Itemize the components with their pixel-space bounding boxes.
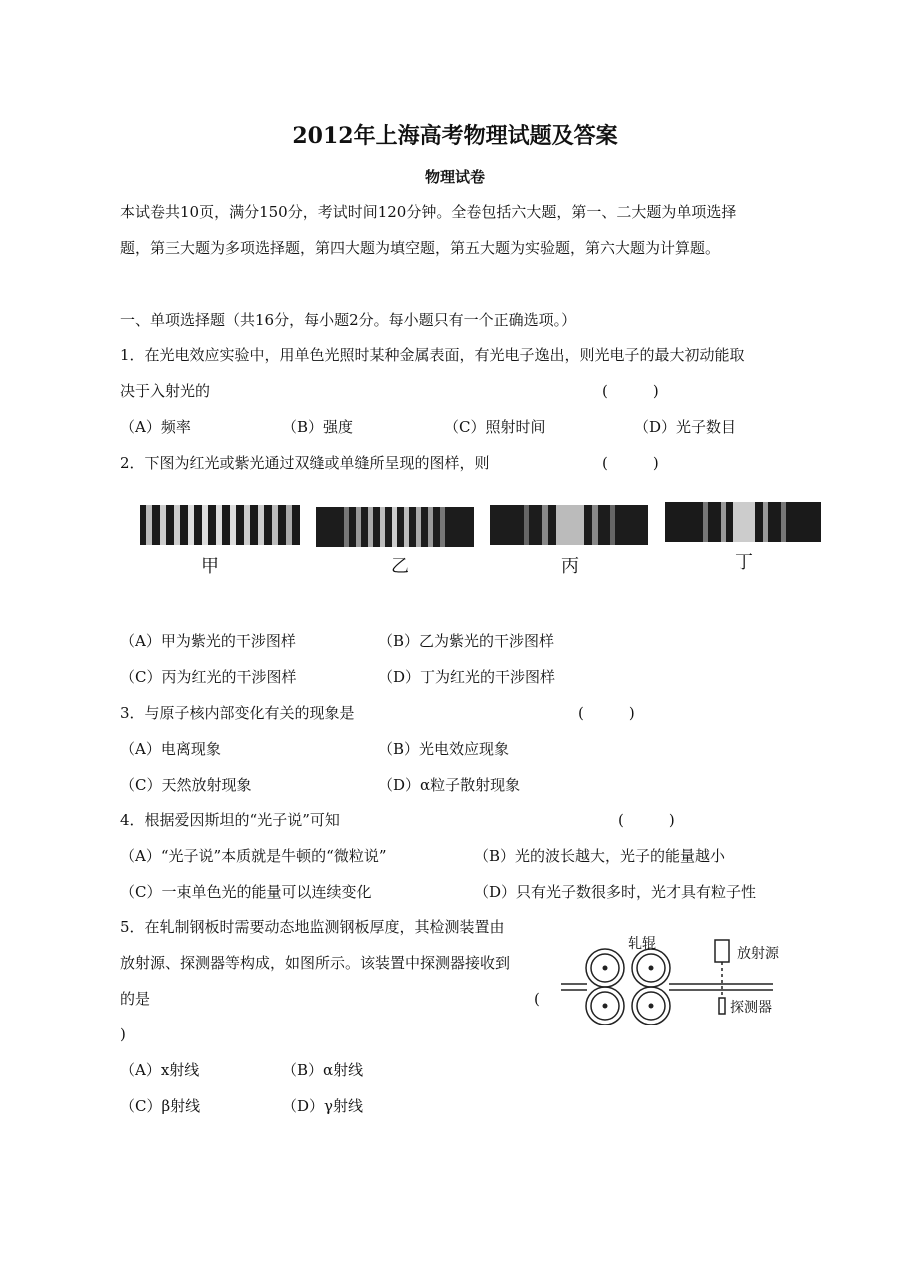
- fringe: [721, 502, 726, 542]
- question-4-option-a: （A）“光子说”本质就是牛顿的“微粒说”: [120, 847, 387, 865]
- fringe: [781, 502, 786, 542]
- fringe: [188, 505, 194, 545]
- fringe: [428, 507, 433, 547]
- fringe: [610, 505, 615, 545]
- question-2-option-b: （B）乙为紫光的干涉图样: [378, 632, 555, 650]
- fringe: [380, 507, 385, 547]
- question-1-answer-blank: ( ): [602, 382, 659, 400]
- fringe-central: [556, 505, 584, 545]
- fringe: [202, 505, 208, 545]
- fringe: [703, 502, 708, 542]
- fringe: [440, 507, 445, 547]
- fringe: [592, 505, 598, 545]
- page-title: 2012年上海高考物理试题及答案: [292, 123, 618, 149]
- question-5-text: 5．在轧制钢板时需要动态地监测钢板厚度，其检测装置由: [120, 918, 505, 936]
- fringe: [244, 505, 250, 545]
- question-2-option-a: （A）甲为紫光的干涉图样: [120, 632, 296, 650]
- fringe: [344, 507, 349, 547]
- question-1-option-d: （D）光子数目: [634, 418, 737, 436]
- question-1-text: 1．在光电效应实验中，用单色光照时某种金属表面，有光电子逸出，则光电子的最大初动能取: [120, 346, 745, 364]
- question-5-option-c: （C）β射线: [120, 1097, 201, 1115]
- pattern-label-yi: 乙: [391, 556, 409, 577]
- fringe: [258, 505, 264, 545]
- fringe: [272, 505, 278, 545]
- diagram-label-roller: 轧辊: [628, 936, 656, 952]
- question-4-option-d: （D）只有光子数很多时，光才具有粒子性: [474, 883, 757, 901]
- question-2-option-c: （C）丙为红光的干涉图样: [120, 668, 297, 686]
- question-3-option-b: （B）光电效应现象: [378, 740, 510, 758]
- fringe: [230, 505, 236, 545]
- pattern-label-ding: 丁: [735, 552, 753, 573]
- question-4-answer-blank: ( ): [618, 811, 675, 829]
- roller-axle: [649, 966, 654, 971]
- pattern-label-jia: 甲: [201, 556, 219, 577]
- fringe: [368, 507, 373, 547]
- pattern-label-bing: 丙: [561, 556, 579, 577]
- fringe: [524, 505, 529, 545]
- roller-axle: [603, 1004, 608, 1009]
- detector-box: [719, 998, 725, 1014]
- diagram-label-detector: 探测器: [730, 1000, 772, 1016]
- radiation-source-box: [715, 940, 729, 962]
- fringe: [763, 502, 768, 542]
- pattern-yi: [316, 507, 474, 547]
- question-5-answer-blank-close: ): [120, 1025, 126, 1043]
- fringe: [392, 507, 397, 547]
- question-1-text-cont: 决于入射光的: [120, 382, 211, 400]
- diagram-label-source: 放射源: [737, 946, 779, 962]
- question-1-option-c: （C）照射时间: [444, 418, 546, 436]
- pattern-jia: [140, 505, 300, 545]
- question-3-option-c: （C）天然放射现象: [120, 776, 252, 794]
- question-5-text-cont-2: 的是: [120, 990, 151, 1008]
- fringe: [216, 505, 222, 545]
- fringe: [542, 505, 548, 545]
- fringe: [404, 507, 409, 547]
- fringe: [146, 505, 152, 545]
- roller-axle: [603, 966, 608, 971]
- question-2-text: 2．下图为红光或紫光通过双缝或单缝所呈现的图样，则: [120, 454, 490, 472]
- question-1-option-b: （B）强度: [282, 418, 354, 436]
- fringe: [416, 507, 421, 547]
- intro-line-1: 本试卷共10页，满分150分，考试时间120分钟。全卷包括六大题，第一、二大题为单项选择: [120, 203, 737, 221]
- section-heading: 一、单项选择题（共16分，每小题2分。每小题只有一个正确选项。）: [120, 311, 577, 329]
- fringe: [356, 507, 361, 547]
- question-2-option-d: （D）丁为红光的干涉图样: [378, 668, 556, 686]
- question-3-text: 3．与原子核内部变化有关的现象是: [120, 704, 355, 722]
- question-5-answer-blank-open: (: [534, 990, 540, 1008]
- question-3-answer-blank: ( ): [578, 704, 635, 722]
- roller-axle: [649, 1004, 654, 1009]
- fringe: [174, 505, 180, 545]
- fringe: [160, 505, 166, 545]
- question-3-option-d: （D）α粒子散射现象: [378, 776, 521, 794]
- pattern-bing: [490, 505, 648, 545]
- fringe-central: [733, 502, 755, 542]
- pattern-ding: [665, 502, 821, 542]
- question-5-option-a: （A）x射线: [120, 1061, 200, 1079]
- question-1-option-a: （A）频率: [120, 418, 191, 436]
- question-4-option-c: （C）一束单色光的能量可以连续变化: [120, 883, 372, 901]
- question-5-option-b: （B）α射线: [282, 1061, 364, 1079]
- question-5-option-d: （D）γ射线: [282, 1097, 363, 1115]
- fringe: [286, 505, 292, 545]
- question-5-text-cont: 放射源、探测器等构成，如图所示。该装置中探测器接收到: [120, 954, 511, 972]
- question-4-option-b: （B）光的波长越大，光子的能量越小: [474, 847, 726, 865]
- question-3-option-a: （A）电离现象: [120, 740, 221, 758]
- paper-subtitle: 物理试卷: [424, 168, 485, 186]
- question-2-answer-blank: ( ): [602, 454, 659, 472]
- intro-line-2: 题，第三大题为多项选择题，第四大题为填空题，第五大题为实验题，第六大题为计算题。: [120, 239, 721, 257]
- question-4-text: 4．根据爱因斯坦的“光子说”可知: [120, 811, 340, 829]
